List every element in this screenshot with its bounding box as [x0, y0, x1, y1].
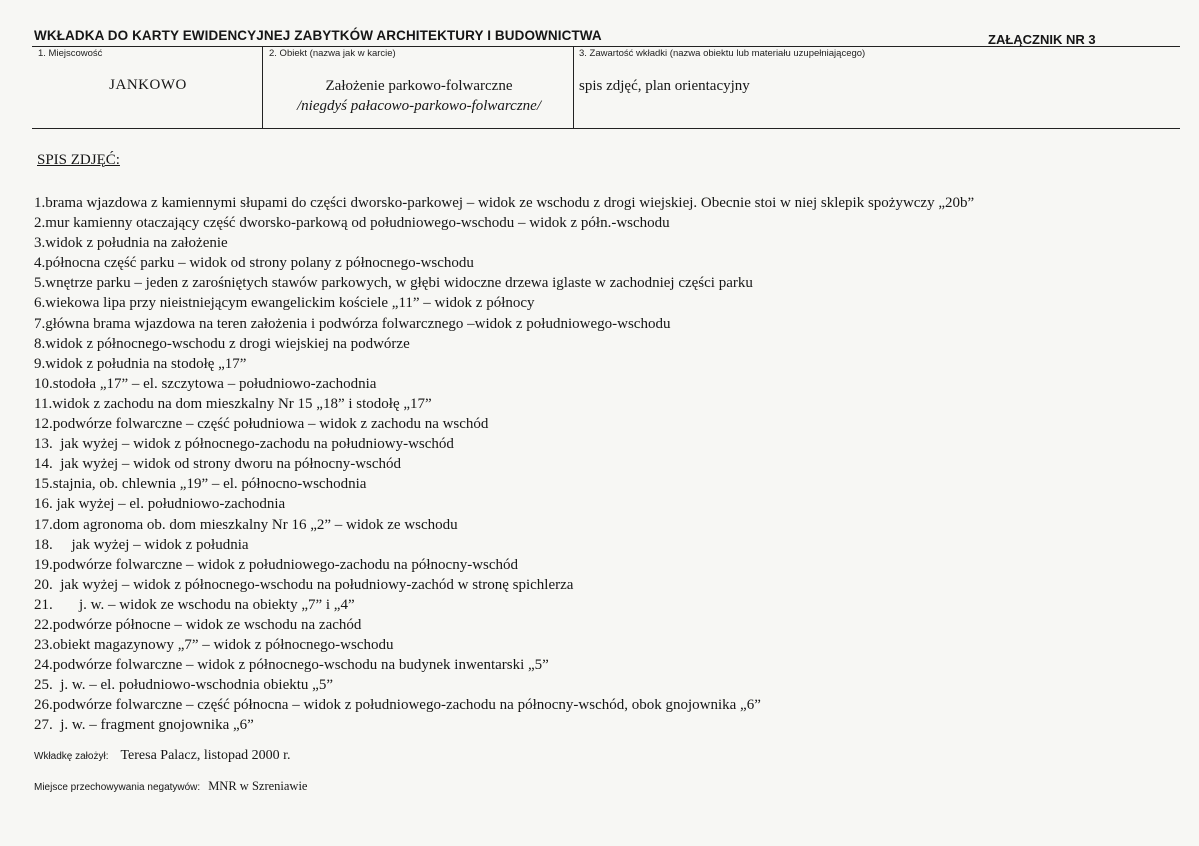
list-item: 25. j. w. – el. południowo-wschodnia obiektu „5”	[34, 677, 333, 694]
list-item: 9.widok z południa na stodołę „17”	[34, 355, 247, 372]
list-item: 6.wiekowa lipa przy nieistniejącym ewangelickim kościele „11” – widok z północy	[34, 295, 535, 312]
list-item: 24.podwórze folwarczne – widok z północnego-wschodu na budynek inwentarski „5”	[34, 657, 549, 674]
storage-value: MNR w Szreniawie	[208, 779, 308, 793]
list-item: 21. j. w. – widok ze wschodu na obiekty „7” i „4”	[34, 596, 355, 613]
document-title: WKŁADKA DO KARTY EWIDENCYJNEJ ZABYTKÓW ARCHITEKTURY I BUDOWNICTWA	[34, 28, 602, 43]
header-rule-bottom	[32, 128, 1180, 129]
list-item: 8.widok z północnego-wschodu z drogi wiejskiej na podwórze	[34, 335, 410, 352]
column-divider-2	[573, 46, 574, 128]
list-item: 19.podwórze folwarczne – widok z południowego-zachodu na północny-wschód	[34, 556, 519, 573]
locality-heading: 1. Miejscowość	[38, 48, 103, 59]
list-item: 11.widok z zachodu na dom mieszkalny Nr 15 „18” i stodołę „17”	[34, 395, 432, 412]
list-item: 22.podwórze północne – widok ze wschodu na zachód	[34, 616, 362, 633]
list-item: 1.brama wjazdowa z kamiennymi słupami do części dworsko-parkowej – widok ze wschodu z drogi wiejskiej. Obecnie stoi w niej sklepik spożywczy „20b”	[34, 195, 975, 211]
list-item: 3.widok z południa na założenie	[34, 235, 228, 252]
author-label: Wkładkę założył:	[34, 751, 109, 762]
object-former-name: /niegdyś pałacowo-parkowo-folwarczne/	[297, 98, 541, 114]
object-value	[265, 76, 573, 116]
list-item: 15.stajnia, ob. chlewnia „19” – el. północno-wschodnia	[34, 476, 367, 493]
list-item: 5.wnętrze parku – jeden z zarośniętych stawów parkowych, w głębi widoczne drzewa iglaste w zachodniej części parku	[34, 275, 753, 292]
column-divider-1	[262, 46, 263, 128]
list-item: 7.główna brama wjazdowa na teren założenia i podwórza folwarcznego –widok z południowego-wschodu	[34, 315, 671, 332]
list-item: 4.północna część parku – widok od strony polany z północnego-wschodu	[34, 255, 474, 272]
list-item: 27. j. w. – fragment gnojownika „6”	[34, 717, 254, 734]
author-value: Teresa Palacz, listopad 2000 r.	[120, 748, 291, 763]
list-item: 2.mur kamienny otaczający część dworsko-parkową od południowego-wschodu – widok z półn.-wschodu	[34, 215, 670, 232]
photo-list	[34, 193, 1184, 736]
contents-value: spis zdjęć, plan orientacyjny	[579, 78, 750, 94]
storage-label: Miejsce przechowywania negatywów:	[34, 782, 201, 793]
list-item: 10.stodoła „17” – el. szczytowa – południowo-zachodnia	[34, 375, 377, 392]
list-item: 13. jak wyżej – widok z północnego-zachodu na południowy-wschód	[34, 436, 454, 453]
list-item: 12.podwórze folwarczne – część południowa – widok z zachodu na wschód	[34, 416, 489, 433]
storage-line	[34, 777, 307, 795]
list-item: 18. jak wyżej – widok z południa	[34, 536, 249, 553]
list-item: 20. jak wyżej – widok z północnego-wschodu na południowy-zachód w stronę spichlerza	[34, 576, 574, 593]
header-rule-top	[32, 46, 1180, 47]
locality-value: JANKOWO	[109, 77, 187, 93]
object-heading: 2. Obiekt (nazwa jak w karcie)	[269, 48, 396, 59]
list-item: 16. jak wyżej – el. południowo-zachodnia	[34, 496, 286, 513]
list-item: 23.obiekt magazynowy „7” – widok z północnego-wschodu	[34, 637, 394, 654]
list-item: 17.dom agronoma ob. dom mieszkalny Nr 16 „2” – widok ze wschodu	[34, 516, 458, 533]
photo-list-title: SPIS ZDJĘĆ:	[37, 152, 120, 168]
contents-heading: 3. Zawartość wkładki (nazwa obiektu lub materiału uzupełniającego)	[579, 48, 866, 59]
object-name: Założenie parkowo-folwarczne	[325, 78, 513, 94]
author-line	[34, 746, 291, 764]
list-item: 14. jak wyżej – widok od strony dworu na północny-wschód	[34, 456, 402, 473]
list-item: 26.podwórze folwarczne – część północna – widok z południowego-zachodu na północny-wschód, obok gnojownika „6”	[34, 697, 761, 714]
annex-number: ZAŁĄCZNIK NR 3	[988, 32, 1096, 47]
